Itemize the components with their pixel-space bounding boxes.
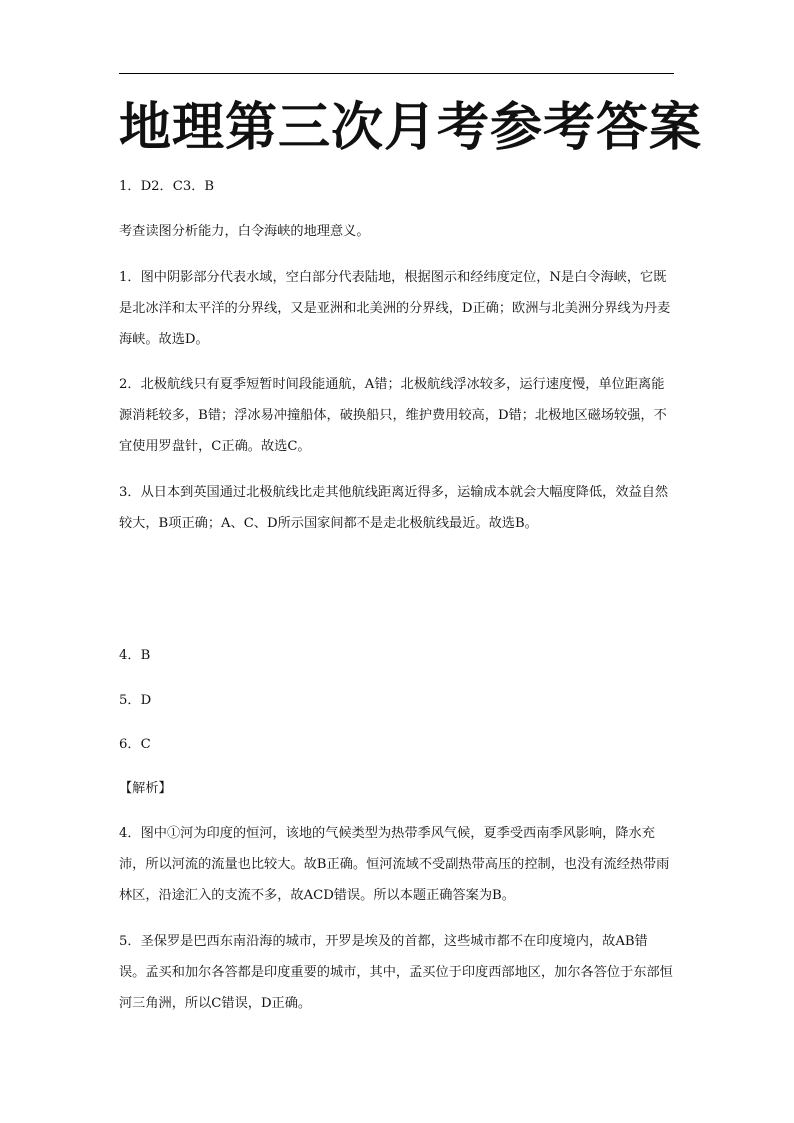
answer-5: 5．D [119, 693, 152, 708]
answer-6: 6．C [119, 737, 151, 752]
explanation-4: 4．图中①河为印度的恒河，该地的气候类型为热带季风气候，夏季受西南季风影响，降水充沛，所以河流的流量也比较大。故B正确。恒河流域不受副热带高压的控制，也没有流经热带雨林区，沿途汇入的支流不多，故ACD错误。所以本题正确答案为B。 [119, 826, 670, 903]
intro-line: 考查读图分析能力，白令海峡的地理意义。 [119, 224, 370, 239]
answer-4: 4．B [119, 648, 151, 663]
header-rule [119, 73, 674, 74]
explanation-1: 1．图中阴影部分代表水域，空白部分代表陆地，根据图示和经纬度定位，N是白令海峡，它既是北冰洋和太平洋的分界线，又是亚洲和北美洲的分界线，D正确；欧洲与北美洲分界线为丹麦海峡。故选D。 [119, 270, 671, 347]
page-title: 地理第三次月考参考答案 [119, 97, 703, 158]
explanation-3: 3．从日本到英国通过北极航线比走其他航线距离近得多，运输成本就会大幅度降低，效益自然较大，B项正确；A、C、D所示国家间都不是走北极航线最近。故选B。 [119, 485, 669, 531]
answers-1-3: 1．D2．C3．B [119, 179, 215, 194]
analysis-heading: 【解析】 [119, 781, 172, 796]
explanation-2: 2．北极航线只有夏季短暂时间段能通航，A错；北极航线浮冰较多，运行速度慢，单位距离能源消耗较多，B错；浮冰易冲撞船体，破换船只，维护费用较高，D错；北极地区磁场较强，不宜使用罗盘针，C正确。故选C。 [119, 377, 667, 454]
explanation-5: 5．圣保罗是巴西东南沿海的城市，开罗是埃及的首都，这些城市都不在印度境内，故AB错误。孟买和加尔各答都是印度重要的城市，其中，孟买位于印度西部地区，加尔各答位于东部恒河三角洲，所以C错误，D正确。 [119, 934, 673, 1011]
